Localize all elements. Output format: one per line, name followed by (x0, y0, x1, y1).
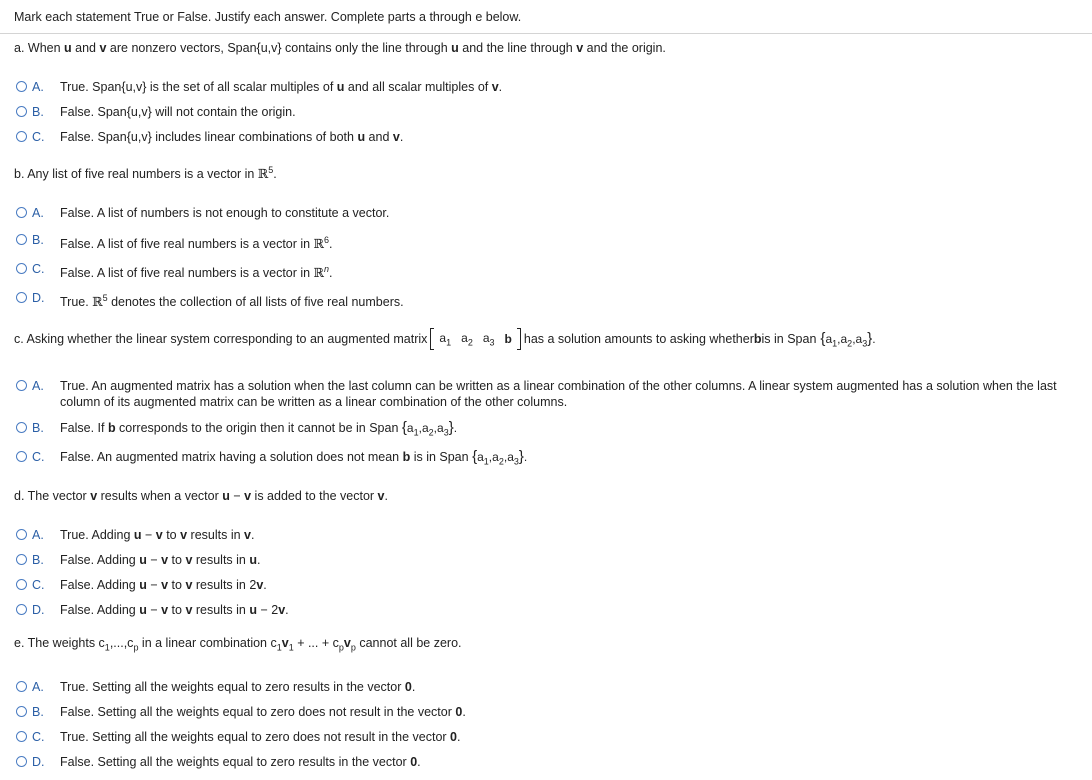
question-c: c. Asking whether the linear system corresponding to an augmented matrix $a_1$ $a_2$ $a_3$ b has a solution amounts to asking whether b is in Span $\{a_1,a_2,a_3\}$. (14, 329, 876, 349)
question-b: b. Any list of five real numbers is a vector in ℝ$^5$. (14, 165, 277, 182)
radio-b-D[interactable] (16, 292, 27, 303)
radio-e-C[interactable] (16, 731, 27, 742)
instruction-text: Mark each statement True or False. Justify each answer. Complete parts a through e below. (14, 10, 522, 24)
radio-b-A[interactable] (16, 207, 27, 218)
span-set: $\{a_1,a_2,a_3\}$. (472, 448, 528, 467)
option-e-B[interactable]: B. False. Setting all the weights equal to zero does not result in the vector 0. (16, 705, 466, 720)
option-a-B[interactable]: B. False. Span{u,v} will not contain the origin. (16, 105, 296, 120)
radio-a-A[interactable] (16, 81, 27, 92)
radio-c-C[interactable] (16, 451, 27, 462)
radio-d-A[interactable] (16, 529, 27, 540)
option-b-A[interactable]: A. False. A list of numbers is not enough to constitute a vector. (16, 206, 389, 221)
option-d-B[interactable]: B. False. Adding u − v to v results in u. (16, 553, 260, 568)
radio-c-A[interactable] (16, 380, 27, 391)
option-a-C[interactable]: C. False. Span{u,v} includes linear combinations of both u and v. (16, 130, 403, 145)
option-b-C[interactable]: C. False. A list of five real numbers is a vector in ℝ$^n$. (16, 262, 332, 281)
option-d-A[interactable]: A. True. Adding u − v to v results in v. (16, 528, 254, 543)
question-e: e. The weights $c_1,...,c_p$ in a linear combination $c_1v_1$ + ... + $c_pv_p$ cannot all be zero. (14, 636, 462, 653)
augmented-matrix: $a_1$ $a_2$ $a_3$ b (430, 328, 520, 350)
span-set: $\{a_1,a_2,a_3\}$. (401, 419, 458, 438)
option-c-B[interactable]: B. False. If b corresponds to the origin then it cannot be in Span $\{a_1,a_2,a_3\}$. (16, 421, 457, 440)
option-b-D[interactable]: D. True. ℝ$^5$ denotes the collection of all lists of five real numbers. (16, 291, 404, 310)
radio-e-A[interactable] (16, 681, 27, 692)
option-a-A[interactable]: A. True. Span{u,v} is the set of all scalar multiples of u and all scalar multiples of v. (16, 80, 502, 95)
radio-d-B[interactable] (16, 554, 27, 565)
option-e-A[interactable]: A. True. Setting all the weights equal to zero results in the vector 0. (16, 680, 415, 695)
radio-a-C[interactable] (16, 131, 27, 142)
radio-b-B[interactable] (16, 234, 27, 245)
question-d: d. The vector v results when a vector u − v is added to the vector v. (14, 489, 388, 503)
radio-c-B[interactable] (16, 422, 27, 433)
radio-d-D[interactable] (16, 604, 27, 615)
radio-a-B[interactable] (16, 106, 27, 117)
radio-d-C[interactable] (16, 579, 27, 590)
option-d-D[interactable]: D. False. Adding u − v to v results in u − 2v. (16, 603, 289, 618)
option-c-A[interactable]: A. True. An augmented matrix has a solution when the last column can be written as a linear combination of the other columns. A linear system augmented has a solution when the last column of its augmented matrix can be written as a linear combination of the other columns. (16, 379, 1076, 410)
option-c-C[interactable]: C. False. An augmented matrix having a solution does not mean b is in Span $\{a_1,a_2,a_3\}$. (16, 450, 527, 469)
header-divider (0, 33, 1092, 34)
span-set: $\{a_1,a_2,a_3\}$. (820, 329, 876, 349)
radio-e-D[interactable] (16, 756, 27, 767)
option-e-D[interactable]: D. False. Setting all the weights equal to zero results in the vector 0. (16, 755, 421, 770)
radio-b-C[interactable] (16, 263, 27, 274)
option-d-C[interactable]: C. False. Adding u − v to v results in 2v. (16, 578, 267, 593)
option-b-B[interactable]: B. False. A list of five real numbers is a vector in ℝ$^6$. (16, 233, 332, 252)
option-e-C[interactable]: C. True. Setting all the weights equal to zero does not result in the vector 0. (16, 730, 460, 745)
question-a: a. When u and v are nonzero vectors, Span{u,v} contains only the line through u and the line through v and the origin. (14, 41, 666, 55)
radio-e-B[interactable] (16, 706, 27, 717)
